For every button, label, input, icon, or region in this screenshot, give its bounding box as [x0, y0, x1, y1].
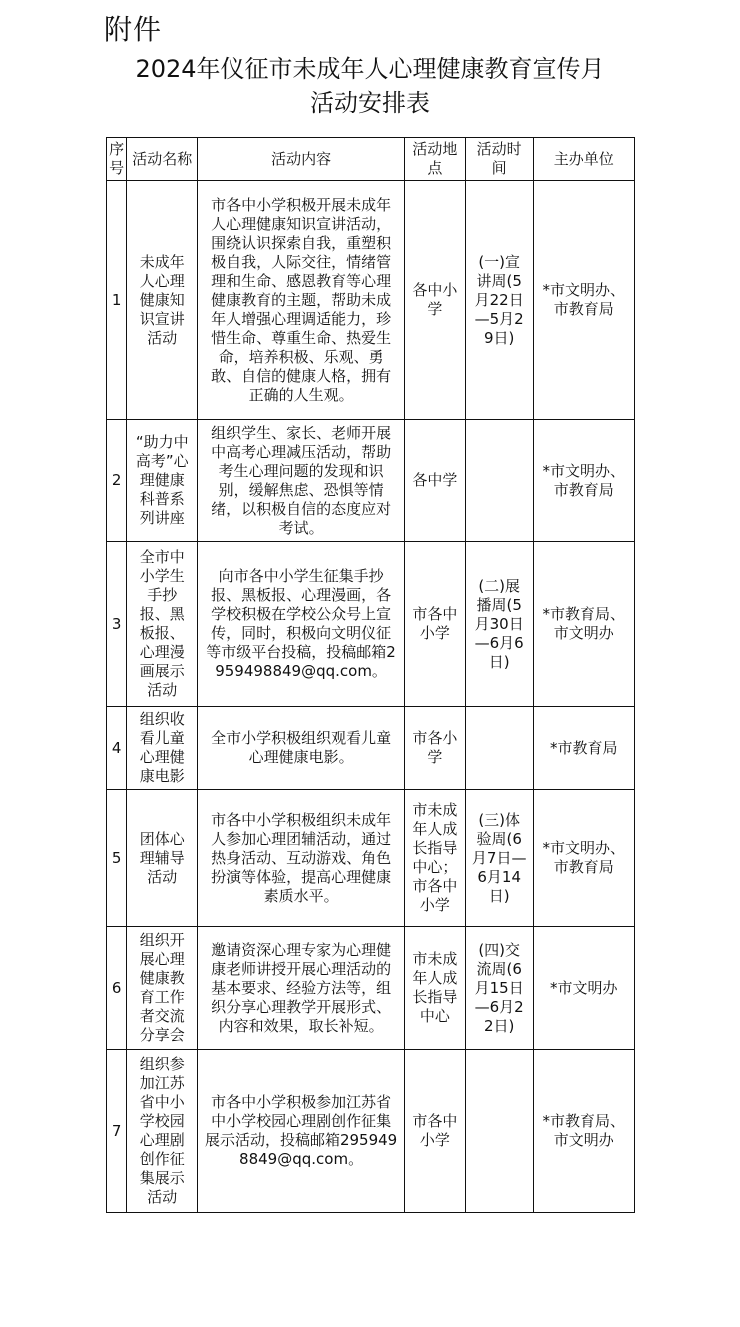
row-host: *市文明办: [533, 927, 634, 1050]
row-place: 市未成年人成长指导中心；市各中小学: [404, 790, 465, 927]
document-title: [0, 52, 740, 120]
header-no: 序号: [107, 138, 127, 181]
table-row: [107, 927, 635, 1050]
header-host: 主办单位: [533, 138, 634, 181]
row-place: 各中学: [404, 420, 465, 542]
table-row: [107, 707, 635, 790]
table-row: [107, 1050, 635, 1213]
row-no: 4: [107, 707, 127, 790]
header-name: 活动名称: [127, 138, 198, 181]
row-host: *市文明办、市教育局: [533, 420, 634, 542]
table-row: [107, 542, 635, 707]
attachment-label: 附件: [104, 13, 163, 46]
activity-schedule-table: [106, 137, 635, 1213]
row-no: 5: [107, 790, 127, 927]
row-host: *市文明办、市教育局: [533, 790, 634, 927]
title-line-2: 活动安排表: [310, 89, 430, 117]
row-time: [465, 420, 533, 542]
row-time: [465, 707, 533, 790]
row-place: 市各中小学: [404, 542, 465, 707]
row-name: 未成年人心理健康知识宣讲活动: [127, 181, 198, 420]
row-name: 组织收看儿童心理健康电影: [127, 707, 198, 790]
row-place: 各中小学: [404, 181, 465, 420]
row-place: 市各小学: [404, 707, 465, 790]
row-name: “助力中高考”心理健康科普系列讲座: [127, 420, 198, 542]
row-host: *市教育局: [533, 707, 634, 790]
row-host: *市教育局、市文明办: [533, 542, 634, 707]
row-content: 向市各中小学生征集手抄报、黑板报、心理漫画，各学校积极在学校公众号上宣传，同时，积极向文明仪征等市级平台投稿，投稿邮箱2959498849@qq.com。: [198, 542, 405, 707]
row-time: [465, 1050, 533, 1213]
row-name: 组织开展心理健康教育工作者交流分享会: [127, 927, 198, 1050]
row-place: 市未成年人成长指导中心: [404, 927, 465, 1050]
row-content: 市各中小学积极开展未成年人心理健康知识宣讲活动，围绕认识探索自我，重塑积极自我，人际交往，情绪管理和生命、感恩教育等心理健康教育的主题，帮助未成年人增强心理调适能力，珍惜生命、尊重生命、热爱生命，培养积极、乐观、勇敢、自信的健康人格，拥有正确的人生观。: [198, 181, 405, 420]
row-content: 邀请资深心理专家为心理健康老师讲授开展心理活动的基本要求、经验方法等，组织分享心理教学开展形式、内容和效果，取长补短。: [198, 927, 405, 1050]
header-time: 活动时间: [465, 138, 533, 181]
title-line-1: 2024年仪征市未成年人心理健康教育宣传月: [135, 55, 605, 83]
row-no: 2: [107, 420, 127, 542]
row-host: *市文明办、市教育局: [533, 181, 634, 420]
row-name: 组织参加江苏省中小学校园心理剧创作征集展示活动: [127, 1050, 198, 1213]
row-content: 市各中小学积极参加江苏省中小学校园心理剧创作征集展示活动，投稿邮箱2959498849@qq.com。: [198, 1050, 405, 1213]
row-time: (三)体验周(6月7日—6月14日): [465, 790, 533, 927]
row-name: 全市中小学生手抄报、黑板报、心理漫画展示活动: [127, 542, 198, 707]
row-content: 组织学生、家长、老师开展中高考心理减压活动，帮助考生心理问题的发现和识别，缓解焦虑、恐惧等情绪，以积极自信的态度应对考试。: [198, 420, 405, 542]
row-no: 3: [107, 542, 127, 707]
row-host: *市教育局、市文明办: [533, 1050, 634, 1213]
table-header-row: [107, 138, 635, 181]
row-content: 市各中小学积极组织未成年人参加心理团辅活动，通过热身活动、互动游戏、角色扮演等体验，提高心理健康素质水平。: [198, 790, 405, 927]
row-no: 1: [107, 181, 127, 420]
row-name: 团体心理辅导活动: [127, 790, 198, 927]
row-time: (四)交流周(6月15日—6月22日): [465, 927, 533, 1050]
table-row: [107, 790, 635, 927]
row-time: (一)宣讲周(5月22日—5月29日): [465, 181, 533, 420]
row-no: 6: [107, 927, 127, 1050]
row-place: 市各中小学: [404, 1050, 465, 1213]
header-content: 活动内容: [198, 138, 405, 181]
header-place: 活动地点: [404, 138, 465, 181]
row-time: (二)展播周(5月30日—6月6日): [465, 542, 533, 707]
row-no: 7: [107, 1050, 127, 1213]
table-row: [107, 181, 635, 420]
table-row: [107, 420, 635, 542]
row-content: 全市小学积极组织观看儿童心理健康电影。: [198, 707, 405, 790]
